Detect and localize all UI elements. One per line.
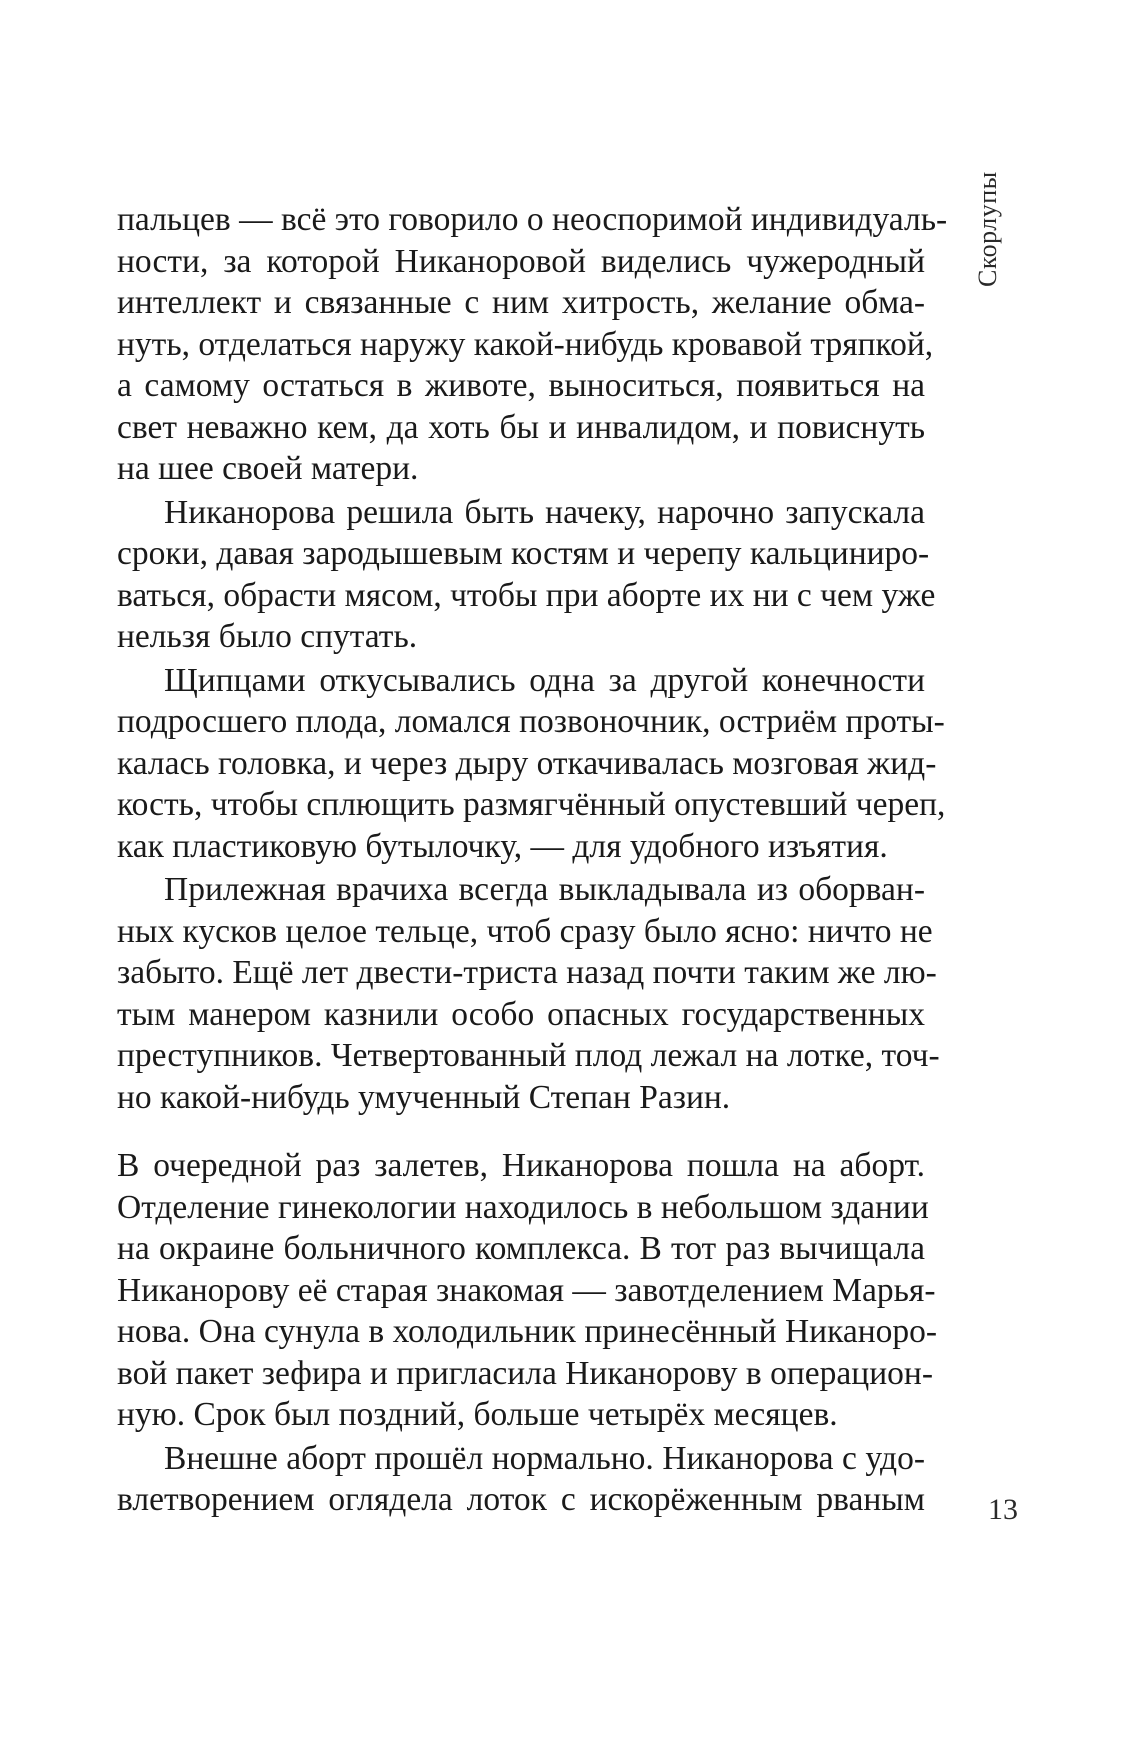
text-line: Внешне аборт прошёл нормально. Никанорова с удо- (164, 1439, 925, 1477)
text-line: Щипцами откусывались одна за другой конечности (164, 661, 925, 699)
text-line: кость, чтобы сплющить размягчённый опустевший череп, (117, 786, 946, 823)
text-line: ваться, обрасти мясом, чтобы при аборте их ни с чем уже (117, 576, 936, 614)
text-line: тым манером казнили особо опасных государственных (117, 995, 925, 1033)
page-number: 13 (988, 1493, 1018, 1526)
text-line: забыто. Ещё лет двести-триста назад почти таким же лю- (117, 954, 937, 991)
text-line: на шее своей матери. (117, 450, 419, 487)
text-line: Прилежная врачиха всегда выкладывала из оборван- (164, 871, 925, 908)
text-line: а самому остаться в животе, выноситься, появиться на (117, 367, 925, 404)
text-line: нельзя было спутать. (117, 618, 418, 655)
text-line: калась головка, и через дыру откачивалась мозговая жид- (117, 744, 937, 782)
text-line: подросшего плода, ломался позвоночник, остриём проты- (117, 703, 945, 740)
text-line: ных кусков целое тельце, чтоб сразу было ясно: ничто не (117, 912, 933, 950)
text-line: В очередной раз залетев, Никанорова пошла на аборт. (117, 1147, 925, 1184)
text-line: как пластиковую бутылочку, — для удобного изъятия. (117, 827, 888, 865)
text-line: преступников. Четвертованный плод лежал на лотке, точ- (117, 1037, 940, 1074)
text-line: интеллект и связанные с ним хитрость, желание обма- (117, 284, 925, 321)
text-line: Никанорова решила быть начеку, нарочно запускала (164, 493, 925, 531)
text-line: нова. Она сунула в холодильник принесённый Никаноро- (117, 1313, 938, 1350)
text-line: свет неважно кем, да хоть бы и инвалидом, и повиснуть (117, 408, 925, 446)
text-line: Отделение гинекологии находилось в небольшом здании (117, 1188, 929, 1226)
text-line: ную. Срок был поздний, больше четырёх месяцев. (117, 1396, 838, 1433)
text-line: на окраине больничного комплекса. В тот раз вычищала (117, 1230, 925, 1267)
text-line: но какой-нибудь умученный Степан Разин. (117, 1078, 731, 1116)
running-title: Скорлупы (973, 171, 1002, 287)
text-line: сроки, давая зародышевым костям и черепу кальцинир​о- (117, 535, 930, 572)
text-block-1 (117, 199, 948, 1118)
text-line: Никанорову её старая знакомая — завотделением Марья- (117, 1271, 936, 1309)
text-block-2 (117, 1145, 938, 1521)
text-line: нуть, отделаться наружу какой-нибудь кровавой тряпкой, (117, 325, 934, 363)
text-line: влетворением оглядела лоток с искорёженным рваным (117, 1481, 925, 1518)
text-line: ности, за которой Никаноровой виделись чужеродный (117, 242, 925, 280)
text-line: вой пакет зефира и пригласила Никанорову в операцион- (117, 1354, 933, 1392)
text-line: пальцев — всё это говорило о неоспоримой индивидуаль- (117, 201, 948, 238)
